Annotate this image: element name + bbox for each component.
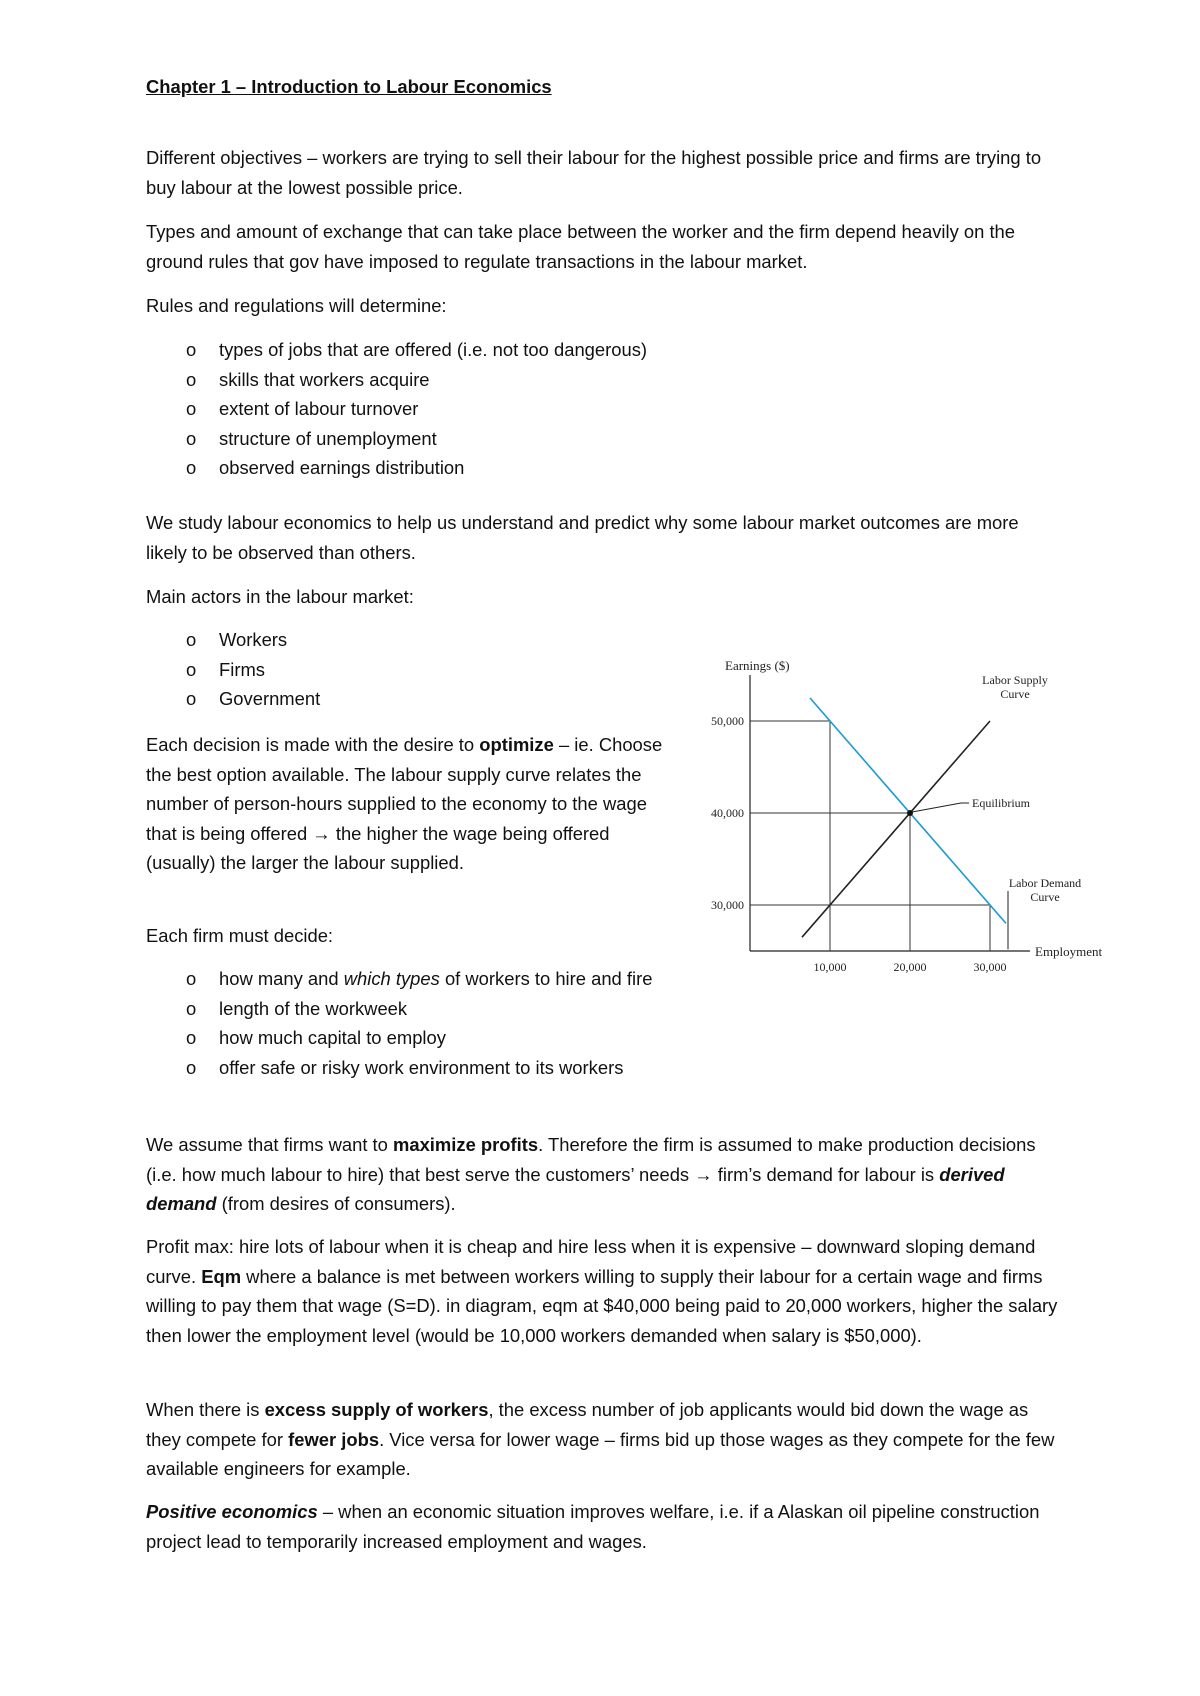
demand-curve-label: Labor Demand [1008, 876, 1082, 890]
x-tick-label: 30,000 [973, 960, 1007, 974]
bold-italic-term-derived-demand: derived demand [146, 1163, 1005, 1214]
bullet-marker: o [186, 398, 197, 419]
paragraph-optimize [146, 730, 676, 878]
text-run: We assume that firms want to [146, 1134, 393, 1155]
list-item-text: Workers [219, 629, 288, 650]
text-run: . Therefore the firm is assumed to make production decisions (i.e. how much labour to hire) that best serve the customers’ needs [146, 1134, 1036, 1185]
x-axis-label: Employment [1035, 944, 1103, 959]
supply-curve-label: Labor Supply [982, 673, 1048, 687]
bold-term-fewer-jobs: fewer jobs [288, 1428, 380, 1450]
paragraph-profit-max [146, 1232, 1066, 1350]
list-item [146, 684, 320, 714]
y-axis-label: Earnings ($) [725, 658, 790, 673]
list-item-text: Firms [219, 658, 265, 680]
bold-term-eqm: Eqm [201, 1265, 242, 1287]
list-item [146, 365, 647, 395]
bold-term-optimize: optimize [479, 734, 554, 755]
bold-italic-term-positive-economics: Positive economics [146, 1501, 318, 1522]
y-tick-label: 50,000 [711, 714, 744, 728]
list-item [146, 335, 647, 365]
list-item [146, 424, 647, 454]
list-item-text: extent of labour turnover [219, 398, 419, 419]
text-run: Profit max: hire lots of labour when it is cheap and hire less when it is expensive – downward sloping demand curve. [146, 1236, 1036, 1287]
italic-term: which types [343, 968, 440, 989]
list-item-text: how many and [219, 968, 344, 989]
text-run: (from desires of consumers). [216, 1193, 456, 1214]
text-run: – when an economic situation improves welfare, i.e. if a Alaskan oil pipeline construction project lead to temporarily increased employment and wages. [146, 1501, 1040, 1552]
list-item-text: structure of unemployment [219, 427, 437, 449]
paragraph-study: We study labour economics to help us understand and predict why some labour market outcomes are more likely to be observed than others. [146, 512, 1019, 563]
bullet-marker: o [186, 688, 197, 709]
supply-curve-label: Curve [1000, 687, 1030, 701]
list-item-text: skills that workers acquire [219, 368, 430, 390]
list-item-text: Government [219, 688, 321, 709]
text-run: . Vice versa for lower wage – firms bid up those wages as they compete for the few available engineers for example. [146, 1428, 1055, 1479]
text-run: , the excess number of job applicants would bid down the wage as they compete for [146, 1399, 1029, 1450]
list-item [146, 453, 647, 483]
list-item [146, 394, 647, 424]
bullet-marker: o [186, 997, 197, 1019]
text-run: where a balance is met between workers willing to supply their labour for a certain wage and firms willing to pay them that wage (S=D). in diagram, eqm at $40,000 being paid to 20,000 workers, higher the salary then lower the employment level (would be 10,000 workers demanded when salary is $50,000). [146, 1265, 1058, 1346]
y-tick-label: 30,000 [711, 898, 744, 912]
list-item-text: how much capital to employ [219, 1027, 446, 1048]
bullet-marker: o [186, 658, 197, 680]
arrow-icon: → [694, 1163, 713, 1185]
paragraph-positive-economics [146, 1497, 1066, 1556]
bullet-marker: o [186, 457, 197, 478]
paragraph-excess-supply [146, 1395, 1066, 1484]
paragraph-maximize [146, 1130, 1066, 1219]
list-item [146, 625, 320, 655]
list-item [146, 964, 706, 994]
bullet-marker: o [186, 339, 197, 360]
list-item-text: types of jobs that are offered (i.e. not too dangerous) [219, 339, 648, 360]
y-tick-label: 40,000 [711, 806, 744, 820]
text-run: the higher the wage being offered (usually) the larger the labour supplied. [146, 822, 610, 873]
text-run: When there is [146, 1399, 265, 1420]
bullet-marker: o [186, 629, 197, 650]
paragraph-actors-intro: Main actors in the labour market: [146, 586, 414, 607]
equilibrium-point [907, 810, 913, 816]
text-run: Each decision is made with the desire to [146, 734, 480, 755]
equilibrium-label: Equilibrium [972, 796, 1030, 810]
bullet-marker: o [186, 1056, 197, 1078]
demand-curve-label: Curve [1030, 890, 1060, 904]
list-item [146, 1023, 706, 1053]
equilibrium-label-pointer [912, 803, 961, 812]
paragraph-exchange: Types and amount of exchange that can take place between the worker and the firm depend heavily on the ground rules that gov have imposed to regulate transactions in the labour market. [146, 221, 1016, 272]
paragraph-rules-intro: Rules and regulations will determine: [146, 295, 447, 316]
bold-term-maximize-profits: maximize profits [393, 1134, 539, 1155]
paragraph-objectives: Different objectives – workers are trying to sell their labour for the highest possible price and firms are trying to buy labour at the lowest possible price. [146, 147, 1042, 198]
list-item-text: offer safe or risky work environment to its workers [219, 1056, 624, 1078]
text-run: firm’s demand for labour is [712, 1163, 940, 1185]
bold-term-excess-supply: excess supply of workers [264, 1399, 489, 1420]
page-title: Chapter 1 – Introduction to Labour Economics [146, 76, 552, 97]
x-tick-label: 10,000 [813, 960, 847, 974]
list-item-text: observed earnings distribution [219, 457, 465, 478]
text-run: – ie. Choose the best option available. The labour supply curve relates the number of person-hours supplied to the economy to the wage that is being offered [146, 734, 663, 844]
actors-list [146, 625, 320, 714]
arrow-icon: → [312, 822, 331, 844]
demand-curve-line [810, 698, 1006, 923]
firm-decisions-list [146, 964, 706, 1082]
bullet-marker: o [186, 1027, 197, 1048]
list-item-text: of workers to hire and fire [439, 968, 653, 989]
list-item [146, 655, 320, 685]
paragraph-firm-decide: Each firm must decide: [146, 925, 334, 946]
list-item [146, 994, 706, 1024]
bullet-marker: o [186, 968, 197, 989]
x-tick-label: 20,000 [893, 960, 927, 974]
list-item-text: length of the workweek [219, 997, 408, 1019]
bullet-marker: o [186, 368, 197, 390]
rules-list [146, 335, 647, 483]
list-item [146, 1053, 706, 1083]
bullet-marker: o [186, 427, 197, 449]
labour-market-chart [690, 655, 1120, 985]
